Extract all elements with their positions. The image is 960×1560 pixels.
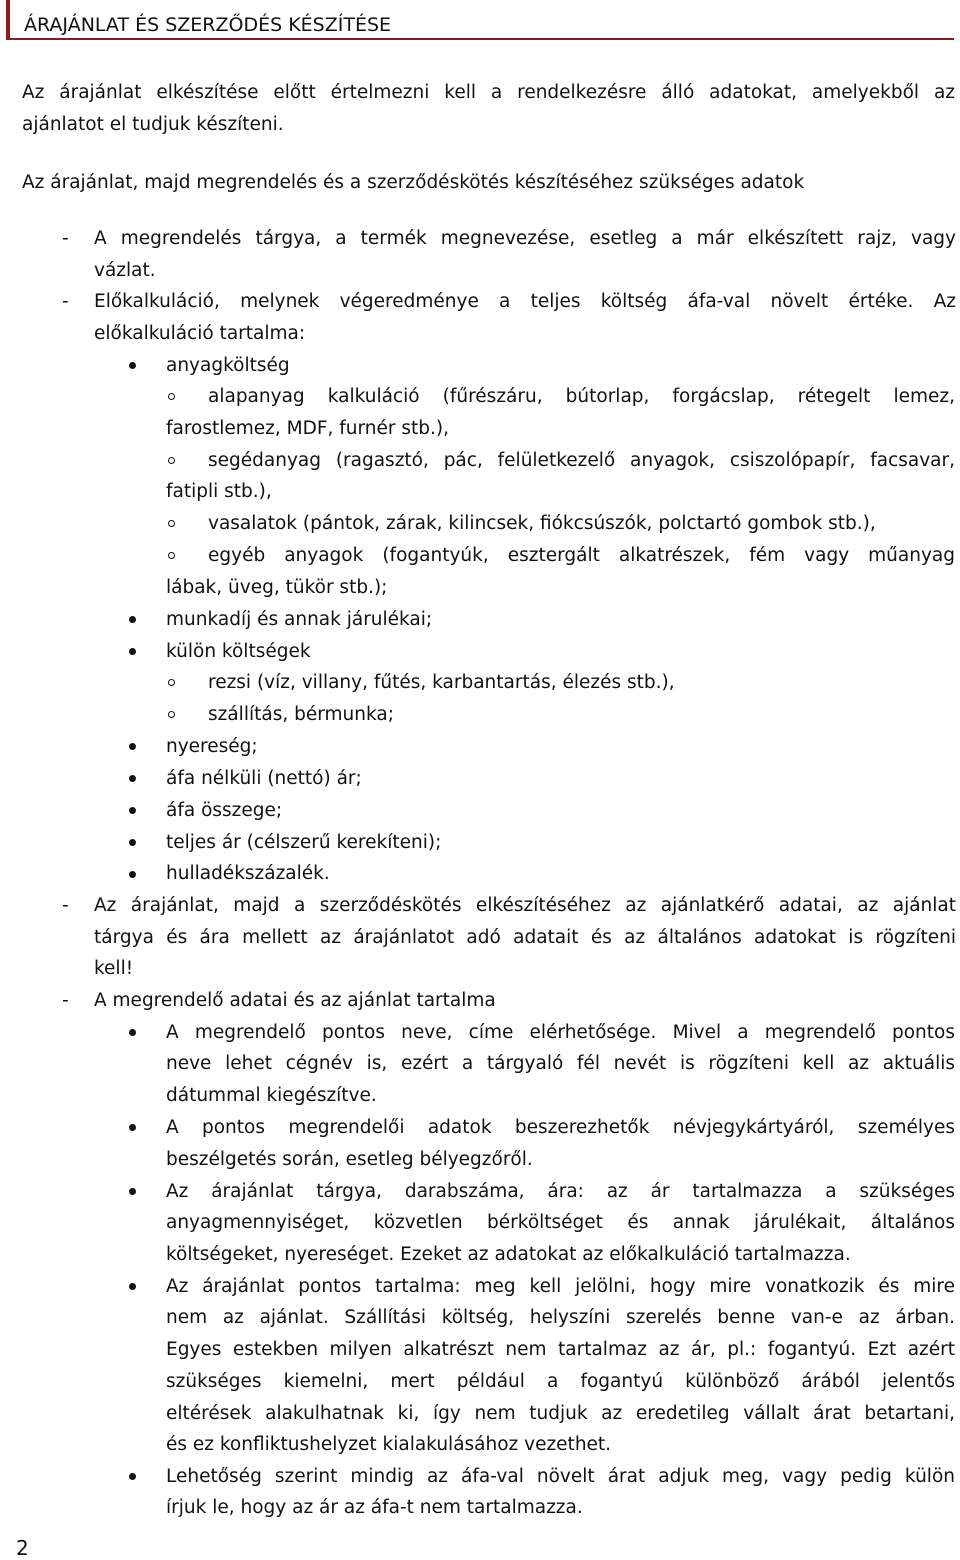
cost-aux-line-1: segédanyag (ragasztó, pác, felületkezelő anyagok, csiszolópapír, facsavar, <box>208 450 955 471</box>
cost-profit: nyereség; <box>166 736 258 757</box>
bullet-ring <box>168 679 175 686</box>
bullet-ring <box>168 711 175 718</box>
item2-line-1: Előkalkuláció, melynek végeredménye a teljes költség áfa-val növelt értéke. Az <box>94 291 956 312</box>
item4-heading: A megrendelő adatai és az ajánlat tartalma <box>94 990 496 1011</box>
item3-line-2: tárgya és ára mellett az árajánlatot adó adatait és az általános adatokat is rögzíteni <box>94 927 956 948</box>
cost-labour: munkadíj és annak járulékai; <box>166 609 433 630</box>
header-title: ÁRAJÁNLAT ÉS SZERZŐDÉS KÉSZÍTÉSE <box>24 14 392 36</box>
bullet-dot <box>129 743 136 750</box>
cost-overhead: rezsi (víz, villany, fűtés, karbantartás, élezés stb.), <box>208 672 675 693</box>
bullet3-line-1: Az árajánlat tárgya, darabszáma, ára: az ár tartalmazza a szükséges <box>166 1181 955 1202</box>
cost-raw-line-2: farostlemez, MDF, furnér stb.), <box>166 418 449 439</box>
bullet-dot <box>129 807 136 814</box>
bullet-ring <box>168 552 175 559</box>
bullet4-line-4: szükséges kiemelni, mert például a fogantyú különböző árából jelentős <box>166 1371 955 1392</box>
bullet1-line-3: dátummal kiegészítve. <box>166 1085 377 1106</box>
bullet4-line-2: nem az ajánlat. Szállítási költség, helyszíni szerelés benne van-e az árban. <box>166 1307 955 1328</box>
page-number: 2 <box>16 1536 29 1560</box>
bullet-ring <box>168 520 175 527</box>
bullet-dot <box>129 775 136 782</box>
bullet1-line-1: A megrendelő pontos neve, címe elérhetősége. Mivel a megrendelő pontos <box>166 1022 955 1043</box>
cost-other-line-1: egyéb anyagok (fogantyúk, esztergált alkatrészek, fém vagy műanyag <box>208 545 955 566</box>
cost-hardware: vasalatok (pántok, zárak, kilincsek, fiókcsúszók, polctartó gombok stb.), <box>208 513 876 534</box>
bullet-ring <box>168 393 175 400</box>
bullet4-line-5: eltérések alakulhatnak ki, így nem tudjuk az eredetileg vállalt árat betartani, <box>166 1403 955 1424</box>
bullet-dot <box>129 839 136 846</box>
intro-line-2: ajánlatot el tudjuk készíteni. <box>22 114 284 135</box>
item3-line-3: kell! <box>94 958 134 979</box>
bullet-dot <box>129 1283 136 1290</box>
cost-aux-line-2: fatipli stb.), <box>166 481 272 502</box>
dash-marker: - <box>62 228 69 249</box>
bullet4-line-1: Az árajánlat pontos tartalma: meg kell jelölni, hogy mire vonatkozik és mire <box>166 1276 955 1297</box>
dash-marker: - <box>62 895 69 916</box>
cost-total: teljes ár (célszerű kerekíteni); <box>166 832 442 853</box>
bullet-ring <box>168 457 175 464</box>
item1-line-2: vázlat. <box>94 260 156 281</box>
cost-other-line-2: lábak, üveg, tükör stb.); <box>166 577 388 598</box>
bullet2-line-2: beszélgetés során, esetleg bélyegzőről. <box>166 1149 533 1170</box>
bullet4-line-6: és ez konfliktushelyzet kialakulásához vezethet. <box>166 1434 612 1455</box>
bullet-dot <box>129 1124 136 1131</box>
dash-marker: - <box>62 990 69 1011</box>
bullet-dot <box>129 616 136 623</box>
item3-line-1: Az árajánlat, majd a szerződéskötés elkészítéséhez az ajánlatkérő adatai, az ajánlat <box>94 895 956 916</box>
dash-marker: - <box>62 291 69 312</box>
bullet-dot <box>129 1473 136 1480</box>
cost-net-price: áfa nélküli (nettó) ár; <box>166 768 362 789</box>
bullet4-line-3: Egyes estekben milyen alkatrészt nem tartalmaz az ár, pl.: fogantyú. Ezt azért <box>166 1339 955 1360</box>
cost-waste: hulladékszázalék. <box>166 863 330 884</box>
bullet5-line-2: írjuk le, hogy az ár az áfa-t nem tartalmazza. <box>166 1497 583 1518</box>
section-heading: Az árajánlat, majd megrendelés és a szerződéskötés készítéséhez szükséges adatok <box>22 172 805 193</box>
item2-line-2: előkalkuláció tartalma: <box>94 323 306 344</box>
bullet-dot <box>129 1188 136 1195</box>
cost-vat: áfa összege; <box>166 800 283 821</box>
bullet3-line-3: költségeket, nyereséget. Ezeket az adatokat az előkalkuláció tartalmazza. <box>166 1244 851 1265</box>
bullet-dot <box>129 648 136 655</box>
bullet-dot <box>129 871 136 878</box>
bullet2-line-1: A pontos megrendelői adatok beszerezhetők névjegykártyáról, személyes <box>166 1117 955 1138</box>
cost-transport: szállítás, bérmunka; <box>208 704 394 725</box>
bullet3-line-2: anyagmennyiséget, közvetlen bérköltséget és annak járulékait, általános <box>166 1212 955 1233</box>
page-header <box>6 0 954 40</box>
bullet-dot <box>129 362 136 369</box>
intro-line-1: Az árajánlat elkészítése előtt értelmezni kell a rendelkezésre álló adatokat, amelyekből az <box>22 82 955 103</box>
bullet1-line-2: neve lehet cégnév is, ezért a tárgyaló fél nevét is rögzíteni kell az aktuális <box>166 1053 955 1074</box>
cost-material: anyagköltség <box>166 355 290 376</box>
cost-separate: külön költségek <box>166 641 311 662</box>
cost-raw-line-1: alapanyag kalkuláció (fűrészáru, bútorlap, forgácslap, rétegelt lemez, <box>208 386 955 407</box>
bullet-dot <box>129 1029 136 1036</box>
bullet5-line-1: Lehetőség szerint mindig az áfa-val növelt árat adjuk meg, vagy pedig külön <box>166 1466 955 1487</box>
item1-line-1: A megrendelés tárgya, a termék megnevezése, esetleg a már elkészített rajz, vagy <box>94 228 956 249</box>
